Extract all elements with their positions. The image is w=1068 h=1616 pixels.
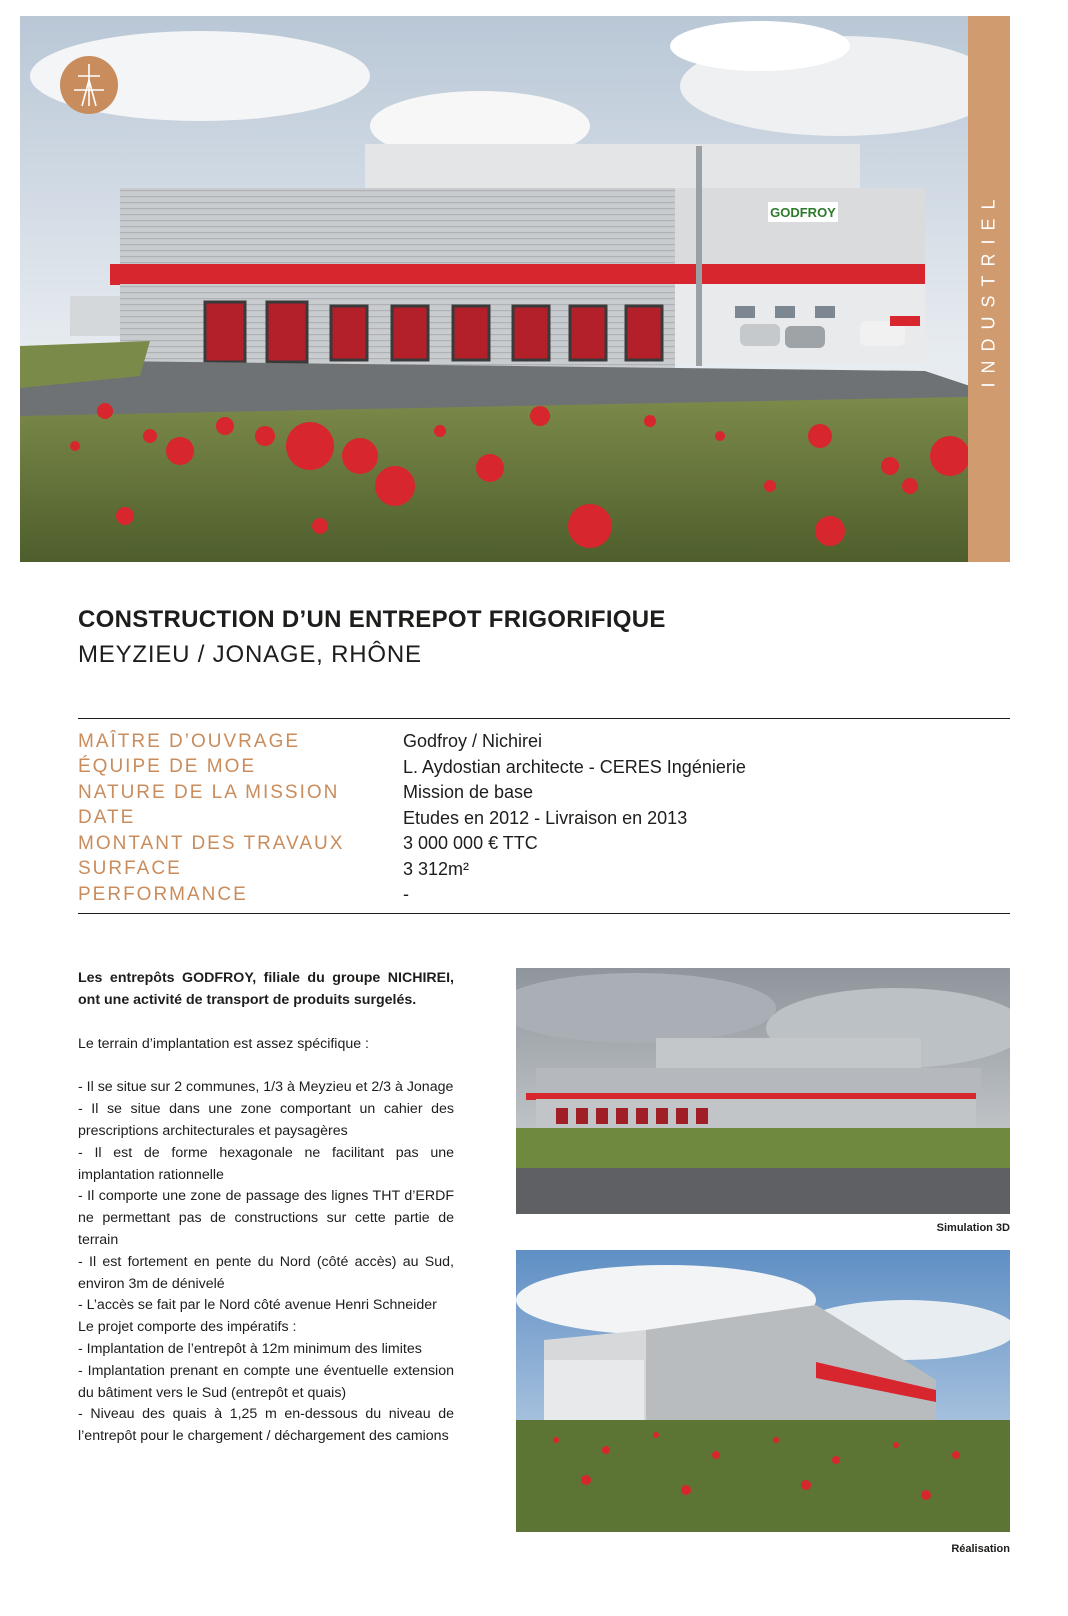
info-row (78, 882, 1010, 908)
realisation-illustration (516, 1250, 1010, 1532)
building-sign: GODFROY (770, 205, 836, 220)
description-line: Le projet comporte des impératifs : (78, 1319, 297, 1336)
description-line: - L’accès se fait par le Nord côté avenue Henri Schneider (78, 1297, 437, 1314)
info-label: PERFORMANCE (78, 883, 248, 905)
info-row (78, 755, 1010, 781)
description-line: - Il comporte une zone de passage des lignes THT d’ERDF ne permettant pas de constructions sur cette partie de terrain (78, 1188, 454, 1248)
company-logo (60, 56, 118, 114)
info-label: SURFACE (78, 858, 182, 880)
description-line: - Niveau des quais à 1,25 m en-dessous du niveau de l’entrepôt pour le chargement / déchargement des camions (78, 1406, 454, 1445)
info-label: ÉQUIPE DE MOE (78, 756, 257, 778)
info-label: MONTANT DES TRAVAUX (78, 832, 345, 854)
page-subtitle: MEYZIEU / JONAGE, RHÔNE (78, 641, 422, 668)
info-row (78, 857, 1010, 883)
info-row (78, 729, 1010, 755)
description-line: - Implantation de l’entrepôt à 12m minimum des limites (78, 1340, 422, 1357)
description-line: - Il est fortement en pente du Nord (côté accès) au Sud, environ 3m de dénivelé (78, 1253, 454, 1292)
info-row (78, 780, 1010, 806)
info-value: Etudes en 2012 - Livraison en 2013 (403, 807, 688, 828)
photo-caption: Réalisation (951, 1543, 1010, 1555)
realisation-photo (516, 1250, 1010, 1532)
project-info-table (78, 718, 1010, 914)
description-line: - Il se situe dans une zone comportant un cahier des prescriptions architecturales et paysagères (78, 1101, 454, 1139)
info-label: NATURE DE LA MISSION (78, 781, 340, 803)
simulation-illustration (516, 968, 1010, 1214)
photo-caption: Simulation 3D (936, 1222, 1010, 1234)
logo-mark-icon (60, 56, 118, 114)
info-value: Mission de base (403, 782, 534, 803)
hero-illustration (20, 16, 1010, 562)
simulation-photo (516, 968, 1010, 1214)
description-line: - Implantation prenant en compte une éventuelle extension du bâtiment vers le Sud (entrepôt et quais) (78, 1362, 454, 1401)
intro-paragraph: Les entrepôts GODFROY, filiale du groupe NICHIREI, ont une activité de transport de produits surgelés. (78, 970, 454, 1008)
info-row (78, 806, 1010, 832)
category-tab (968, 16, 1010, 562)
project-description (78, 968, 454, 1448)
paragraph-spacer (78, 1012, 454, 1034)
info-value: 3 000 000 € TTC (403, 833, 538, 854)
page-title: CONSTRUCTION D’UN ENTREPOT FRIGORIFIQUE (78, 606, 666, 633)
info-label: MAÎTRE D’OUVRAGE (78, 730, 301, 752)
info-label: DATE (78, 807, 136, 829)
info-value: L. Aydostian architecte - CERES Ingénierie (403, 756, 746, 777)
category-label: INDUSTRIEL (978, 190, 999, 388)
info-value: Godfroy / Nichirei (403, 731, 543, 752)
info-row (78, 831, 1010, 857)
description-line: - Il se situe sur 2 communes, 1/3 à Meyzieu et 2/3 à Jonage (78, 1079, 454, 1096)
paragraph-spacer (78, 1055, 454, 1077)
lead-paragraph: Le terrain d’implantation est assez spécifique : (78, 1035, 370, 1052)
hero-photo (20, 16, 1010, 562)
description-line: - Il est de forme hexagonale ne facilitant pas une implantation rationnelle (78, 1144, 454, 1183)
info-value: 3 312m² (403, 858, 470, 879)
info-value: - (403, 884, 409, 905)
